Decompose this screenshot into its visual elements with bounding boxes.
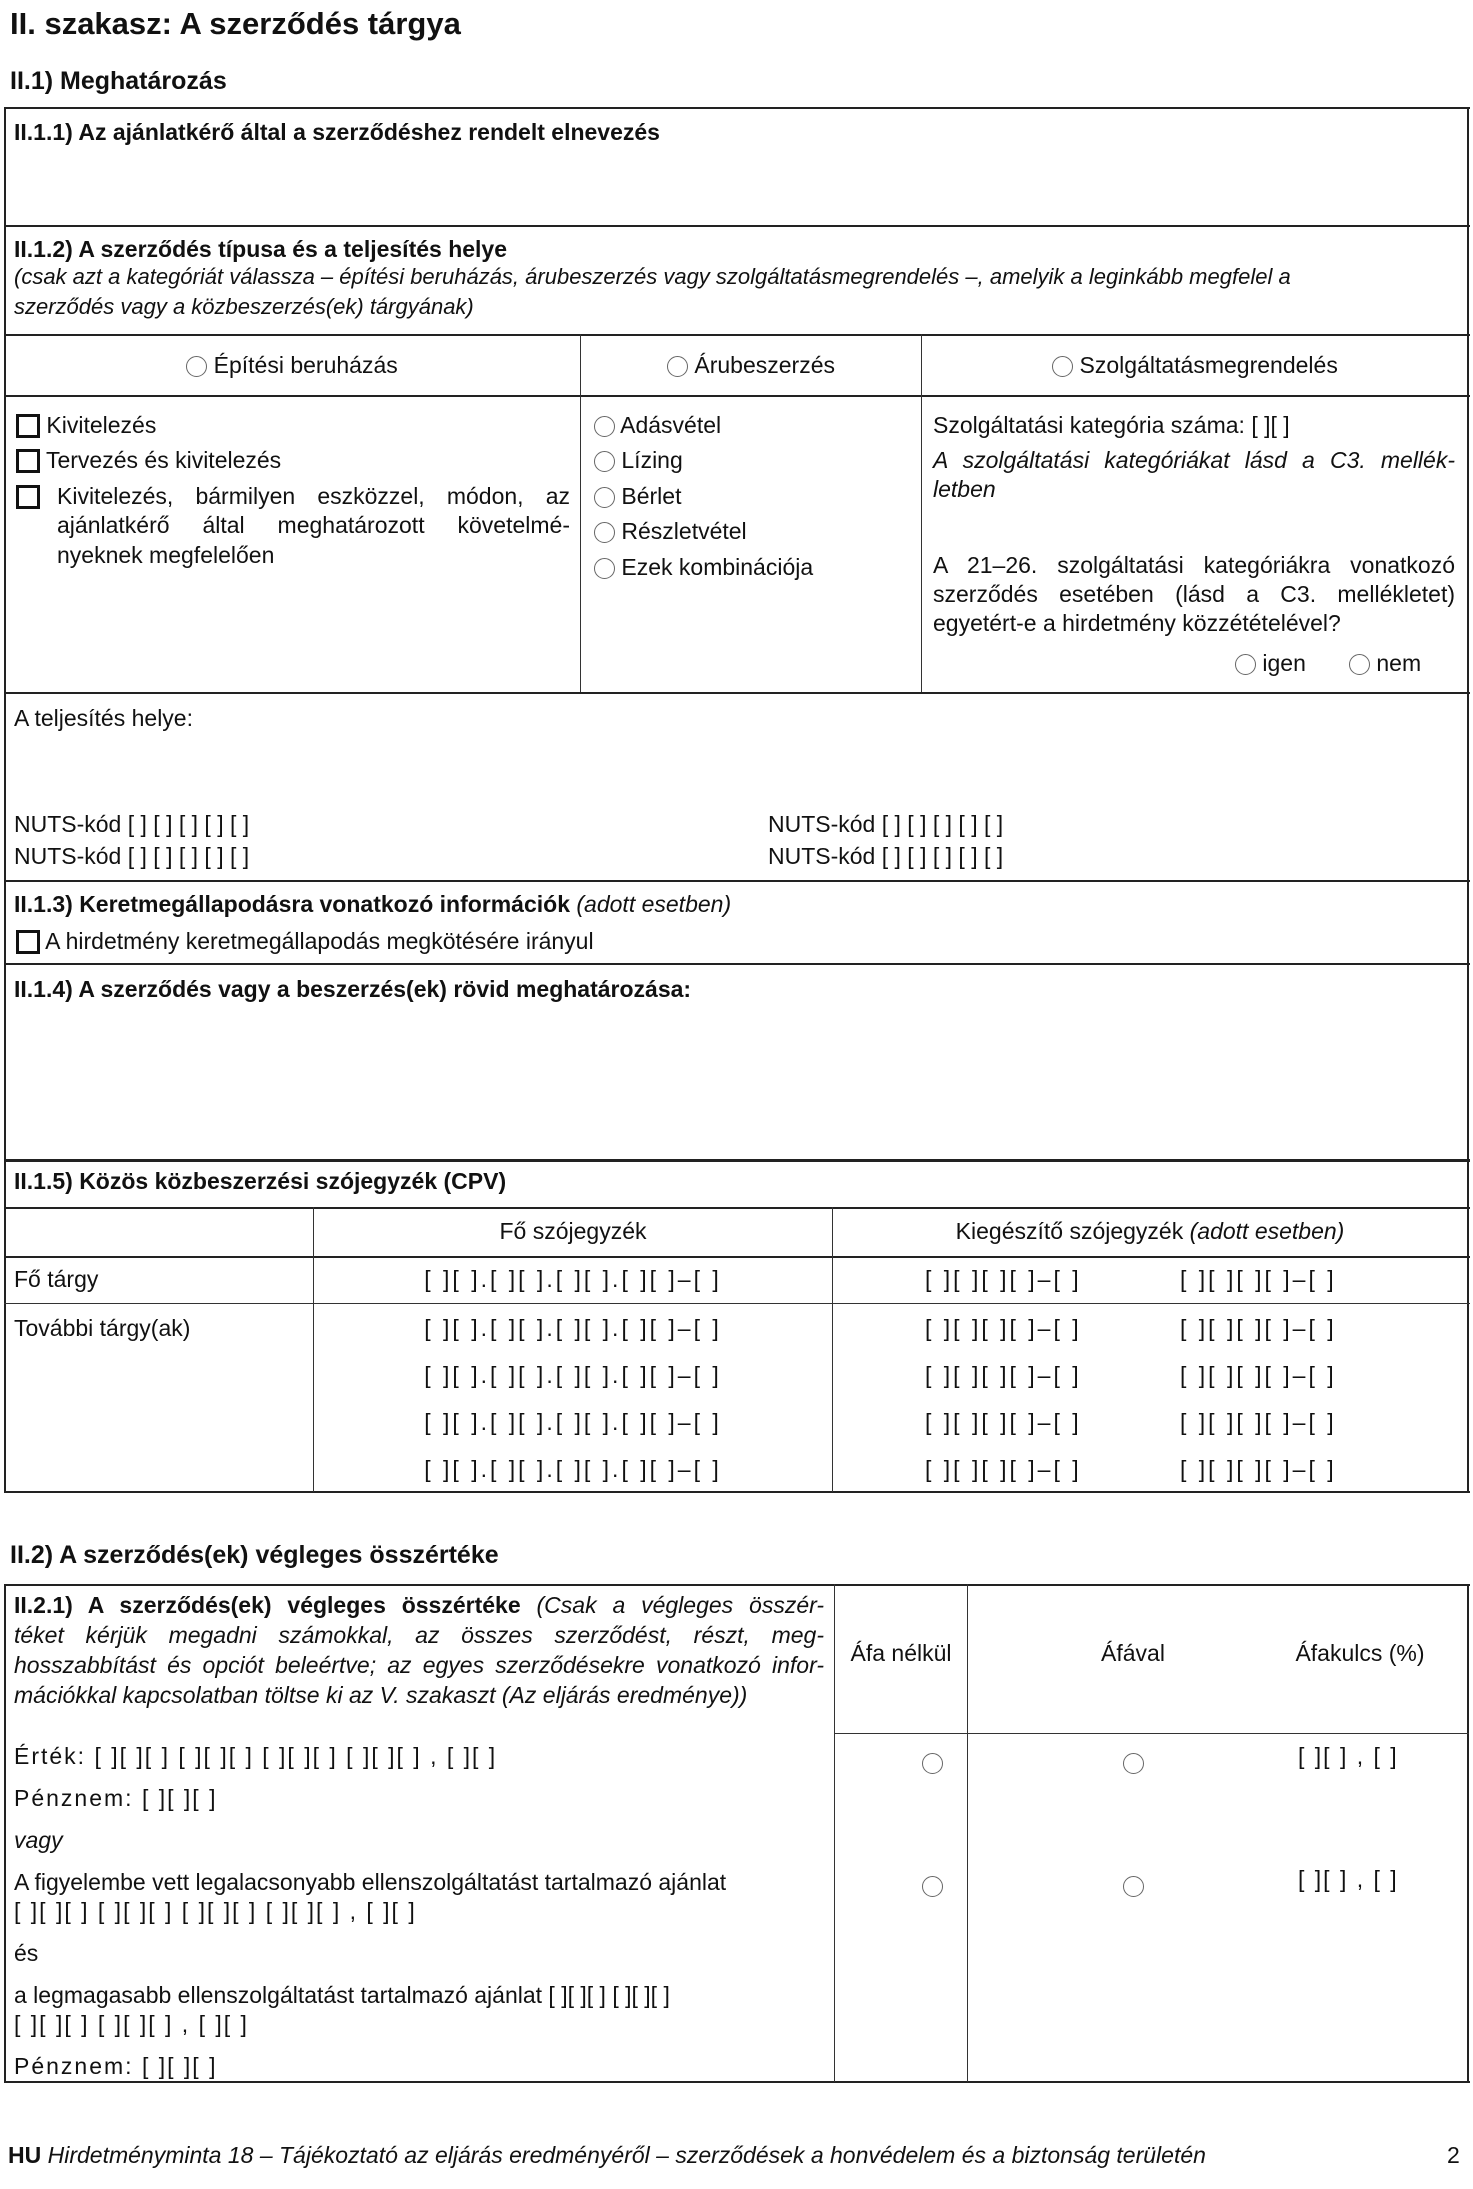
works-option-design-execution[interactable] — [16, 445, 281, 475]
total-value-label: II.2.1) A szerződés(ek) végleges összértéke — [14, 1592, 521, 1618]
works-option-label: Tervezés és kivitelezés — [45, 447, 282, 473]
place-of-performance-label: A teljesítés helye: — [14, 705, 193, 731]
cpv-col-supp-note: (adott esetben) — [1189, 1218, 1345, 1244]
subsection-title-total-value: II.2) A szerződés(ek) végleges összértéke — [10, 1541, 499, 1569]
category-supplies-label: Árubeszerzés — [694, 352, 835, 378]
or-label: vagy — [14, 1827, 63, 1853]
column-divider — [313, 1207, 314, 1492]
cpv-row-main-object: Fő tárgy — [14, 1266, 99, 1292]
total-value-note: (Csak a végleges összér- — [536, 1592, 825, 1618]
service-answer-no[interactable] — [1349, 648, 1421, 678]
contract-title-input-area[interactable] — [8, 150, 1464, 222]
lowest-offer-label: A figyelembe vett legalacsonyabb ellenszolgáltatást tartalmazó ajánlat — [14, 1869, 727, 1895]
radio-without-vat-offer[interactable] — [922, 1872, 943, 1899]
divider — [4, 1256, 1470, 1258]
divider — [4, 395, 1470, 397]
box-right-border — [1467, 1584, 1469, 2082]
category-works[interactable] — [4, 350, 580, 380]
service-category-number[interactable]: Szolgáltatási kategória száma: [ ][ ] — [933, 412, 1290, 438]
radio-icon[interactable] — [594, 487, 615, 508]
cpv-supp-code[interactable]: [ ][ ][ ][ ]–[ ] — [1180, 1315, 1337, 1341]
box-right-border — [1467, 107, 1469, 963]
supply-option-hire-purchase[interactable] — [594, 516, 747, 546]
framework-agreement-option[interactable] — [16, 926, 594, 956]
cpv-main-code[interactable]: [ ][ ].[ ][ ].[ ][ ].[ ][ ]–[ ] — [424, 1362, 722, 1388]
radio-icon[interactable] — [1349, 654, 1370, 675]
divider — [4, 880, 1470, 882]
section-title: II. szakasz: A szerződés tárgya — [10, 6, 461, 41]
checkbox-icon[interactable] — [16, 449, 40, 473]
cpv-col-supplementary — [833, 1216, 1467, 1246]
checkbox-icon[interactable] — [16, 485, 40, 509]
box-top-border — [4, 107, 1470, 109]
category-supplies[interactable] — [581, 350, 921, 380]
supply-option-lease[interactable] — [594, 445, 683, 475]
service-answer-yes[interactable] — [1235, 648, 1306, 678]
total-value-note-line4: mációkkal kapcsolatban töltse ki az V. szakaszt (Az eljárás eredménye)) — [14, 1682, 748, 1708]
col-vat-rate: Áfakulcs (%) — [1295, 1640, 1425, 1666]
box-left-border — [4, 107, 6, 963]
cpv-main-code[interactable]: [ ][ ].[ ][ ].[ ][ ].[ ][ ]–[ ] — [424, 1266, 722, 1292]
column-divider — [967, 1584, 968, 2082]
cpv-supp-code[interactable]: [ ][ ][ ][ ]–[ ] — [1180, 1456, 1337, 1482]
service-question-line2: szerződés esetében (lásd a C3. mellékletet) — [933, 581, 1455, 607]
divider — [834, 1733, 1469, 1734]
radio-icon[interactable] — [594, 522, 615, 543]
currency-field[interactable]: Pénznem: [ ][ ][ ] — [14, 1785, 218, 1811]
cpv-supp-code[interactable]: [ ][ ][ ][ ]–[ ] — [1180, 1266, 1337, 1292]
footer-title: Hirdetményminta 18 – Tájékoztató az eljárás eredményéről – szerződések a honvédelem és a biztonság területén — [47, 2142, 1206, 2168]
nuts-code-4[interactable]: NUTS-kód [ ] [ ] [ ] [ ] [ ] — [768, 843, 1004, 869]
cpv-supp-code[interactable]: [ ][ ][ ][ ]–[ ] — [925, 1315, 1082, 1341]
vat-rate-field-1[interactable]: [ ][ ] , [ ] — [1298, 1743, 1399, 1769]
framework-info-label: II.1.3) Keretmegállapodásra vonatkozó információk — [14, 891, 570, 917]
nuts-code-3[interactable]: NUTS-kód [ ] [ ] [ ] [ ] [ ] — [768, 811, 1004, 837]
box-left-border — [4, 963, 6, 1185]
short-description-label: II.1.4) A szerződés vagy a beszerzés(ek) rövid meghatározása: — [14, 976, 692, 1002]
short-description-input-area[interactable] — [8, 1010, 1464, 1180]
service-category-note-line2: letben — [933, 476, 996, 502]
vat-rate-field-2[interactable]: [ ][ ] , [ ] — [1298, 1866, 1399, 1892]
highest-offer-label[interactable]: a legmagasabb ellenszolgáltatást tartalmazó ajánlat [ ][ ][ ] [ ][ ][ ] — [14, 1982, 670, 2008]
nuts-code-1[interactable]: NUTS-kód [ ] [ ] [ ] [ ] [ ] — [14, 811, 250, 837]
total-value-note-line2: téket kérjük megadni számokkal, az összes szerződést, részt, meg- — [14, 1622, 824, 1648]
cpv-supp-code[interactable]: [ ][ ][ ][ ]–[ ] — [1180, 1362, 1337, 1388]
radio-with-vat-offer[interactable] — [1123, 1872, 1144, 1899]
lowest-offer-field[interactable]: [ ][ ][ ] [ ][ ][ ] [ ][ ][ ] [ ][ ][ ] , [ ][ ] — [14, 1898, 417, 1924]
supply-option-purchase[interactable] — [594, 410, 721, 440]
radio-icon[interactable] — [1123, 1753, 1144, 1774]
supply-option-label: Lízing — [621, 447, 683, 473]
divider — [4, 1159, 1470, 1162]
cpv-main-code[interactable]: [ ][ ].[ ][ ].[ ][ ].[ ][ ]–[ ] — [424, 1409, 722, 1435]
divider — [4, 1303, 1470, 1304]
service-question-line1: A 21–26. szolgáltatási kategóriákra vonatkozó — [933, 552, 1455, 578]
box-bottom-border — [4, 1491, 1470, 1493]
radio-without-vat-value[interactable] — [922, 1749, 943, 1776]
field-label-contract-title: II.1.1) Az ajánlatkérő által a szerződéshez rendelt elnevezés — [14, 119, 660, 145]
works-option-realisation[interactable] — [16, 481, 40, 511]
divider — [4, 225, 1470, 227]
cpv-supp-code[interactable]: [ ][ ][ ][ ]–[ ] — [925, 1456, 1082, 1482]
radio-icon[interactable] — [594, 416, 615, 437]
category-works-label: Építési beruházás — [213, 352, 398, 378]
supply-option-label: Részletvétel — [621, 518, 747, 544]
divider — [4, 334, 1470, 336]
column-divider — [580, 334, 581, 694]
radio-icon[interactable] — [594, 558, 615, 579]
divider — [4, 692, 1470, 694]
divider — [4, 963, 1470, 965]
radio-icon[interactable] — [1235, 654, 1256, 675]
cpv-supp-code[interactable]: [ ][ ][ ][ ]–[ ] — [925, 1409, 1082, 1435]
box-top-border — [4, 1584, 1470, 1586]
value-field[interactable]: Érték: [ ][ ][ ] [ ][ ][ ] [ ][ ][ ] [ ][ ][ ] , [ ][ ] — [14, 1743, 498, 1769]
cpv-col-main: Fő szójegyzék — [499, 1218, 647, 1244]
works-option-realisation-line1: Kivitelezés, bármilyen eszközzel, módon, az — [57, 483, 570, 509]
contract-type-note-line1: (csak azt a kategóriát válassza – építési beruházás, árubeszerzés vagy szolgáltatásmegrendelés –, amelyik a leginkább megfelel a — [14, 264, 1291, 289]
cpv-col-supp-label: Kiegészítő szójegyzék — [955, 1218, 1184, 1244]
checkbox-icon[interactable] — [16, 930, 40, 954]
works-option-realisation-line3: nyeknek megfelelően — [57, 542, 275, 568]
cpv-main-code[interactable]: [ ][ ].[ ][ ].[ ][ ].[ ][ ]–[ ] — [424, 1456, 722, 1482]
supply-option-label: Bérlet — [621, 483, 682, 509]
answer-yes-label: igen — [1262, 650, 1306, 676]
radio-icon[interactable] — [1123, 1876, 1144, 1897]
radio-icon[interactable] — [186, 356, 207, 377]
service-category-note-line1: A szolgáltatási kategóriákat lásd a C3. mellék- — [933, 447, 1455, 473]
framework-info-heading — [14, 889, 731, 919]
cpv-supp-code[interactable]: [ ][ ][ ][ ]–[ ] — [925, 1362, 1082, 1388]
total-value-heading-line1 — [14, 1590, 824, 1620]
works-option-execution[interactable] — [16, 410, 156, 440]
service-question-line3: egyetért-e a hirdetmény közzétételével? — [933, 610, 1341, 636]
box-right-border — [1467, 963, 1469, 1185]
works-option-label: Kivitelezés — [46, 412, 157, 438]
footer-language: HU — [8, 2142, 42, 2168]
nuts-code-2[interactable]: NUTS-kód [ ] [ ] [ ] [ ] [ ] — [14, 843, 250, 869]
supply-option-label: Adásvétel — [620, 412, 722, 438]
divider — [4, 1207, 1470, 1209]
framework-agreement-label: A hirdetmény keretmegállapodás megkötésére irányul — [45, 928, 594, 954]
cpv-main-code[interactable]: [ ][ ].[ ][ ].[ ][ ].[ ][ ]–[ ] — [424, 1315, 722, 1341]
and-label: és — [14, 1940, 39, 1966]
radio-icon[interactable] — [594, 451, 615, 472]
works-option-realisation-line2: ajánlatkérő által meghatározott követelmé- — [57, 512, 570, 538]
framework-info-note: (adott esetben) — [576, 891, 732, 917]
checkbox-icon[interactable] — [16, 414, 40, 438]
supply-option-combination[interactable] — [594, 552, 813, 582]
cpv-supp-code[interactable]: [ ][ ][ ][ ]–[ ] — [925, 1266, 1082, 1292]
category-services-label: Szolgáltatásmegrendelés — [1079, 352, 1338, 378]
radio-icon[interactable] — [922, 1876, 943, 1897]
cpv-row-additional-objects: További tárgy(ak) — [14, 1315, 191, 1341]
radio-icon[interactable] — [667, 356, 688, 377]
box-left-border — [4, 1584, 6, 2082]
cpv-label: II.1.5) Közös közbeszerzési szójegyzék (CPV) — [14, 1168, 507, 1194]
radio-icon[interactable] — [1052, 356, 1073, 377]
footer-title-line — [8, 2140, 1206, 2170]
column-divider — [832, 1207, 833, 1492]
supply-option-rental[interactable] — [594, 481, 681, 511]
answer-no-label: nem — [1376, 650, 1422, 676]
page-number: 2 — [1447, 2142, 1460, 2168]
contract-type-note-line2: szerződés vagy a közbeszerzés(ek) tárgyának) — [14, 294, 474, 319]
subsection-title-definition: II.1) Meghatározás — [10, 67, 227, 95]
radio-icon[interactable] — [922, 1753, 943, 1774]
box-bottom-border — [4, 2081, 1470, 2083]
cpv-supp-code[interactable]: [ ][ ][ ][ ]–[ ] — [1180, 1409, 1337, 1435]
radio-with-vat-value[interactable] — [1123, 1749, 1144, 1776]
field-label-contract-type: II.1.2) A szerződés típusa és a teljesítés helye — [14, 236, 508, 262]
column-divider — [921, 334, 922, 694]
col-with-vat: Áfával — [1101, 1640, 1165, 1666]
highest-offer-field[interactable]: [ ][ ][ ] [ ][ ][ ] , [ ][ ] — [14, 2011, 249, 2037]
total-value-note-line3: hosszabbítást és opciót beleértve; az egyes szerződésekre vonatkozó infor- — [14, 1652, 824, 1678]
supply-option-label: Ezek kombinációja — [621, 554, 814, 580]
currency-field-2[interactable]: Pénznem: [ ][ ][ ] — [14, 2053, 218, 2079]
category-services[interactable] — [922, 350, 1468, 380]
col-without-vat: Áfa nélkül — [850, 1640, 952, 1666]
